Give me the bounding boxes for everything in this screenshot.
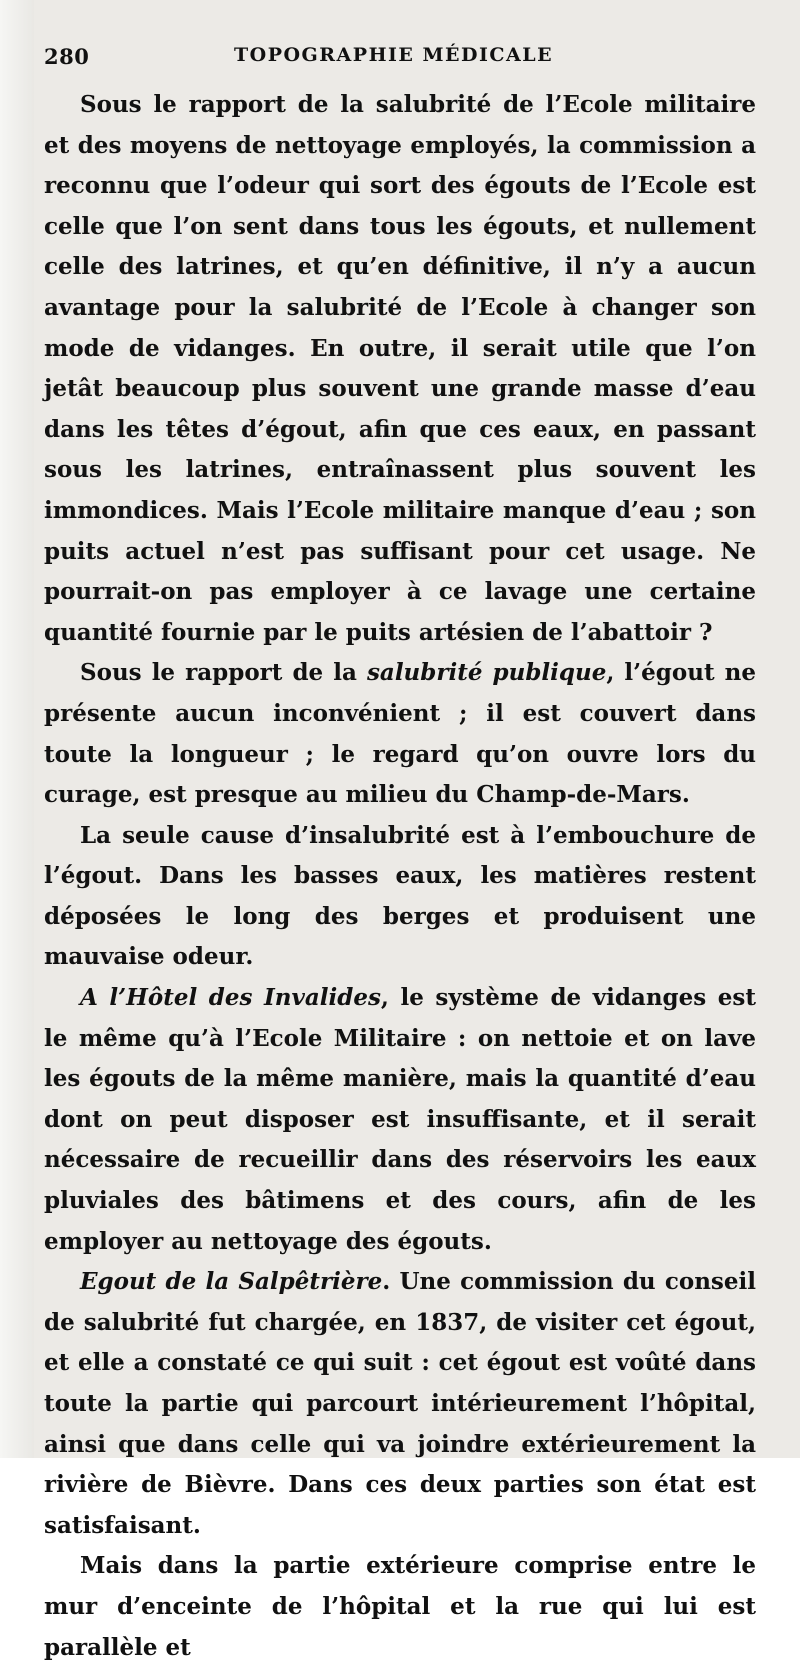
running-title: TOPOGRAPHIE MÉDICALE	[234, 44, 554, 66]
text-segment: Sous le rapport de la	[80, 659, 367, 687]
italic-phrase: Egout de la Salpêtrière	[80, 1268, 383, 1296]
text-segment: La seule cause d’insalubrité est à l’embouchure de l’égout. Dans les basses eaux, les matières restent déposées le long des berges et produisent une mauvaise odeur.	[44, 821, 756, 971]
text-segment: Sous le rapport de la salubrité de l’Ecole militaire et des moyens de nettoyage employés, la commission a reconnu que l’odeur qui sort des égouts de l’Ecole est celle que l’on sent dans tous les égouts, et nullement celle des latrines, et qu’en définitive, il n’y a aucun avantage pour la salubrité de l’Ecole à changer son mode de vidanges. En outre, il serait utile que l’on jetât beaucoup plus souvent une grande masse d’eau dans les têtes d’égout, afin que ces eaux, en passant sous les latrines, entraînassent plus souvent les immondices. Mais l’Ecole militaire manque d’eau ; son puits actuel n’est pas suffisant pour cet usage. Ne pourrait-on pas employer à ce lavage une certaine quantité fournie par le puits artésien de l’abattoir ?	[44, 91, 756, 646]
paragraph-invalides	[44, 978, 756, 1262]
page-edge-shadow	[0, 0, 34, 1458]
page-header	[44, 44, 754, 76]
text-segment: . Une commission du conseil de salubrité fut chargée, en 1837, de visiter cet égout, et elle a constaté ce qui suit : cet égout est voûté dans toute la partie qui parcourt intérieurement l’hôpital, ainsi que dans celle qui va joindre extérieurement la rivière de Bièvre. Dans ces deux parties son état est satisfaisant.	[44, 1268, 756, 1539]
body-text	[44, 85, 756, 1668]
text-segment: Mais dans la partie extérieure comprise entre le mur d’enceinte de l’hôpital et la rue qui lui est parallèle et	[44, 1552, 756, 1661]
text-segment: , le système de vidanges est le même qu’à l’Ecole Militaire : on nettoie et on lave les égouts de la même manière, mais la quantité d’eau dont on peut disposer est insuffisante, et il serait nécessaire de recueillir dans des réservoirs les eaux pluviales des bâtimens et des cours, afin de les employer au nettoyage des égouts.	[44, 984, 756, 1255]
text-segment: , l’égout ne présente aucun inconvénient ; il est couvert dans toute la longueur ; le regard qu’on ouvre lors du curage, est presque au milieu du Champ-de-Mars.	[44, 659, 756, 809]
paragraph-partie-exterieure	[44, 1546, 756, 1668]
italic-phrase: salubrité publique	[366, 659, 607, 687]
paragraph-salpetriere	[44, 1262, 756, 1546]
paragraph-insalubrite	[44, 816, 756, 978]
page-number: 280	[44, 44, 90, 69]
paragraph-salubrite-publique	[44, 653, 756, 815]
paragraph-ecole-militaire	[44, 85, 756, 653]
italic-phrase: A l’Hôtel des Invalides	[80, 984, 381, 1012]
